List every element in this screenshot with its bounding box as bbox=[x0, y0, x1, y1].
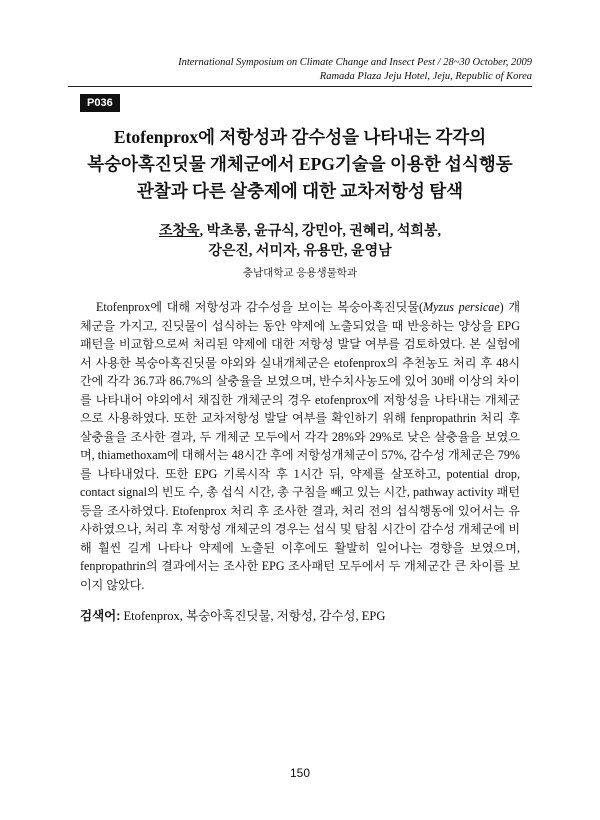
paper-title-line1: Etofenprox에 저항성과 감수성을 나타내는 각각의 bbox=[113, 127, 487, 147]
conference-header bbox=[178, 56, 532, 84]
species-name: Myzus persicae bbox=[423, 300, 500, 314]
keywords-label: 검색어 bbox=[80, 609, 117, 623]
abstract-text-part1: Etofenprox에 대해 저항성과 감수성을 보이는 복숭아혹진딧물( bbox=[96, 300, 424, 314]
keywords-line bbox=[80, 606, 520, 624]
header-divider bbox=[68, 86, 532, 87]
paper-title-line3: 관찰과 다른 살충제에 대한 교차저항성 탐색 bbox=[136, 181, 464, 201]
author-list-line1 bbox=[80, 222, 520, 242]
co-authors-line1: , 박초롱, 윤규식, 강민아, 권혜리, 석희봉, bbox=[199, 224, 441, 239]
paper-title-line2: 복숭아혹진딧물 개체군에서 EPG기술을 이용한 섭식행동 bbox=[87, 154, 513, 174]
conference-header-line1: International Symposium on Climate Change and Insect Pest / 28~30 October, 2009 bbox=[178, 57, 532, 68]
presenting-author: 조창욱 bbox=[159, 224, 200, 239]
page-number: 150 bbox=[289, 766, 311, 780]
keywords-text: Etofenprox, 복숭아혹진딧물, 저항성, 감수성, EPG bbox=[123, 609, 386, 623]
paper-title bbox=[80, 124, 520, 205]
abstract-body bbox=[80, 298, 520, 594]
affiliation: 충남대학교 응용생물학과 bbox=[242, 268, 358, 279]
poster-id-badge: P036 bbox=[80, 94, 120, 112]
co-authors-line2: 강은진, 서미자, 유용만, 윤영남 bbox=[208, 244, 392, 259]
author-list bbox=[80, 222, 520, 262]
keywords-colon: : bbox=[116, 609, 121, 623]
abstract-text-part2: ) 개체군을 가지고, 진딧물이 섭식하는 동안 약제에 노출되었을 때 반응하는 양상을 EPG패턴을 비교함으로써 처리된 약제에 대한 저항성 발달 여부를 검토하였다. 본 실험에서 사용한 복숭아혹진딧물 야외와 실내개체군은 etofenprox의 추천농도 처리 후 48시간에 각각 36.7과 86.7%의 살충율을 보였으며, 반수치사농도에 있어 30배 이상의 차이를 나타내어 야외에서 채집한 개체군의 경우 etofenprox에 저항성을 나타내는 개체군으로 사용하였다. 또한 교차저항성 발달 여부를 확인하기 위해 fenpropathrin 처리 후 살충율을 조사한 결과, 두 개체군 모두에서 각각 28%와 29%로 낮은 살충율을 보였으며, thiamethoxam에 대해서는 48시간 후에 저항성개체군이 57%, 감수성 개체군은 79%를 나타내었다. 또한 EPG 기록시작 후 1시간 뒤, 약제를 살포하고, potential drop, contact signal의 빈도 수, 총 섭식 시간, 총 구침을 빼고 있는 시간, pathway activity 패턴 등을 조사하였다. Etofenprox 처리 후 조사한 결과, 처리 전의 섭식행동에 있어서는 유사하였으나, 처리 후 저항성 개체군의 경우는 섭식 및 탐침 시간이 감수성 개체군에 비해 훨씬 길게 나타나 약제에 노출된 이후에도 활발히 일어나는 경향을 보였으며, fenpropathrin의 결과에서는 조사한 EPG 조사패턴 모두에서 두 개체군간 큰 차이를 보이지 않았다. bbox=[80, 300, 520, 592]
conference-header-line2: Ramada Plaza Jeju Hotel, Jeju, Republic of Korea bbox=[319, 71, 532, 82]
